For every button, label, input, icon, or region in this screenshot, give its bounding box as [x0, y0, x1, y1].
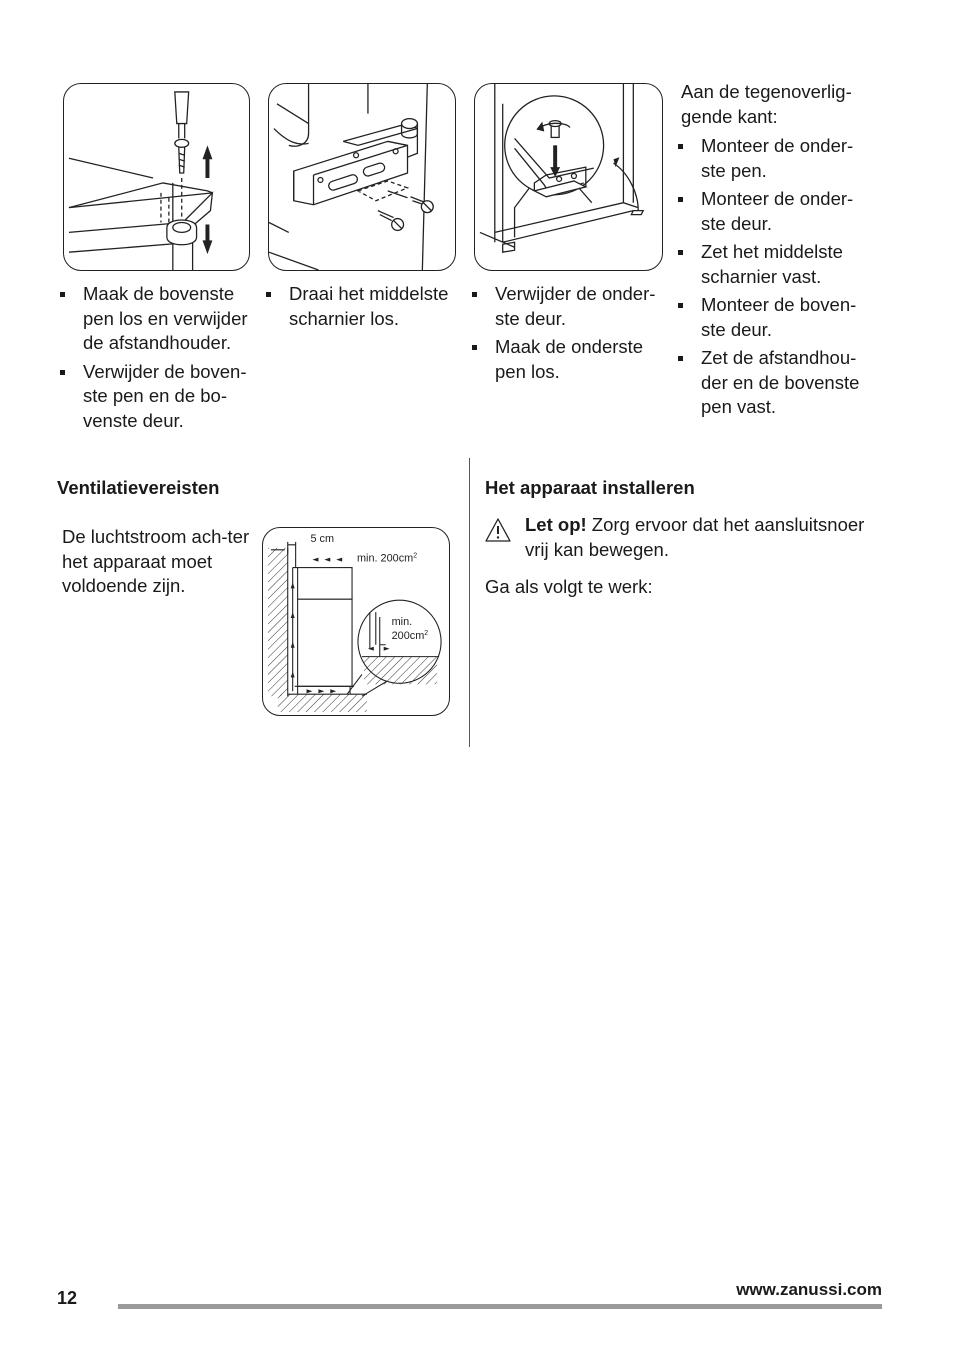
- list-item: Draai het middelste scharnier los.: [263, 282, 463, 331]
- list-item: Monteer de onder-ste deur.: [675, 187, 875, 236]
- column-1-steps: [57, 282, 262, 437]
- figure-ventilation: [262, 527, 450, 716]
- gap-label: 5 cm: [310, 532, 335, 545]
- figure-remove-top-pin: [63, 83, 250, 271]
- ventilation-text: De luchtstroom ach-ter het apparaat moet voldoende zijn.: [62, 526, 250, 596]
- column-divider: [469, 458, 470, 747]
- page-number: 12: [57, 1288, 78, 1308]
- column-3-steps: [469, 282, 669, 388]
- list-item: Monteer de boven-ste deur.: [675, 293, 875, 342]
- caution-label: Let op!: [525, 514, 587, 535]
- middle-hinge-illustration: [269, 84, 455, 270]
- bottom-hinge-illustration: [475, 84, 662, 270]
- warning-icon: [484, 517, 512, 543]
- steps-intro: Ga als volgt te werk:: [485, 576, 653, 597]
- caution-note: [525, 513, 885, 562]
- caution-text: Zorg ervoor dat het aansluitsnoer vrij kan bewegen.: [525, 514, 865, 560]
- list-item: Maak de bovenste pen los en verwijder de afstandhouder.: [57, 282, 262, 356]
- website-url[interactable]: www.zanussi.com: [736, 1280, 882, 1299]
- detail-label-area: $200cm^2$: [391, 629, 429, 642]
- figure-bottom-door: [474, 83, 663, 271]
- top-airflow-label: min. $200cm^2$: [356, 552, 418, 565]
- install-heading: Het apparaat installeren: [485, 477, 695, 498]
- list-item: Verwijder de boven-ste pen en de bo-venste deur.: [57, 360, 262, 434]
- top-hinge-illustration: [64, 84, 249, 270]
- column-2-steps: [263, 282, 463, 335]
- list-item: Verwijder de onder-ste deur.: [469, 282, 669, 331]
- list-item: Zet de afstandhou-der en de bovenste pen vast.: [675, 346, 875, 420]
- ventilation-diagram: [263, 528, 449, 715]
- list-item: Monteer de onder-ste pen.: [675, 134, 875, 183]
- detail-label-min: min.: [391, 615, 413, 628]
- list-item: Zet het middelste scharnier vast.: [675, 240, 875, 289]
- figure-middle-hinge: [268, 83, 456, 271]
- column-4-steps: [675, 134, 875, 424]
- column-4-intro: Aan de tegenoverlig-gende kant:: [681, 81, 852, 127]
- list-item: Maak de onderste pen los.: [469, 335, 669, 384]
- ventilation-heading: Ventilatievereisten: [57, 477, 220, 498]
- footer-rule: [118, 1304, 882, 1309]
